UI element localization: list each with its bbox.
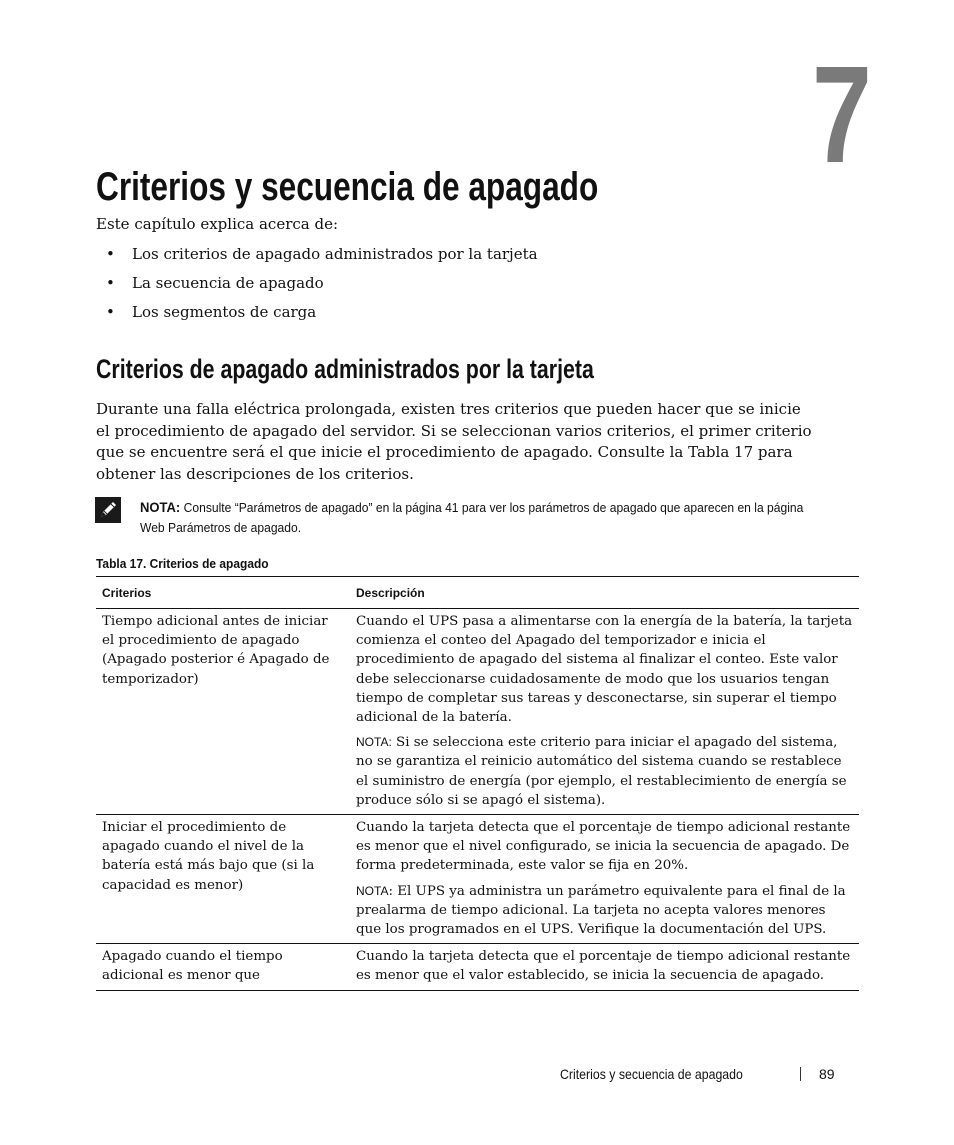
footer-title: Criterios y secuencia de apagado [560, 1066, 743, 1082]
bullet-dot-icon: • [106, 274, 115, 292]
criteria-table [96, 576, 859, 991]
chapter-title: Criterios y secuencia de apagado [96, 165, 599, 209]
pencil-note-icon [94, 496, 122, 524]
column-header-criterios: Criterios [96, 577, 350, 609]
note-body: Consulte “Parámetros de apagado” en la página 41 para ver los parámetros de apagado que aparecen en la página Web Parámetros de apagado. [140, 500, 804, 535]
footer-divider [800, 1067, 801, 1081]
table-row [96, 815, 859, 944]
table-row [96, 609, 859, 815]
list-item: • Los criterios de apagado administrados por la tarjeta [106, 245, 538, 263]
table-header-row [96, 577, 859, 609]
section-paragraph: Durante una falla eléctrica prolongada, existen tres criterios que pueden hacer que se inicie el procedimiento de apagado del servidor. Si se seleccionan varios criterios, el primer criterio que se encuentre será el que inicie el procedimiento de apagado. Consulte la Tabla 17 para obtener las descripciones de los criterios. [96, 400, 812, 483]
bullet-list [96, 244, 538, 331]
description-cell: Cuando la tarjeta detecta que el porcentaje de tiempo adicional restante es menor que el valor establecido, se inicia la secuencia de apagado. [350, 944, 859, 990]
cell-note: NOTA: El UPS ya administra un parámetro equivalente para el final de la prealarma de tiempo adicional. La tarjeta no acepta valores menores que los programados en el UPS. Verifique la documentación del UPS. [356, 883, 846, 938]
note-text [140, 498, 810, 537]
note-label: NOTA: [140, 499, 181, 515]
description-cell: Cuando el UPS pasa a alimentarse con la energía de la batería, la tarjeta comienza el conteo del Apagado del temporizador e inicia el procedimiento de apagado del sistema al finalizar el conteo. Este valor debe seleccionarse cuidadosamente de modo que los usuarios tengan tiempo de completar sus tareas y desconectarse, sin superar el tiempo adicional de la batería. NOTA: Si se selecciona este criterio para iniciar el apagado del sistema, no se garantiza el reinicio automático del sistema cuando se restablece el suministro de energía (por ejemplo, el restablecimiento de energía se produce sólo si se apagó el sistema). [350, 609, 859, 815]
section-heading: Criterios de apagado administrados por la tarjeta [96, 354, 594, 384]
cell-note: NOTA: Si se selecciona este criterio para iniciar el apagado del sistema, no se garantiza el reinicio automático del sistema cuando se restablece el suministro de energía (por ejemplo, el restablecimiento de energía se produce sólo si se apagó el sistema). [356, 735, 847, 808]
table-row [96, 944, 859, 990]
table-caption: Tabla 17. Criterios de apagado [96, 556, 269, 571]
criterion-cell: Iniciar el procedimiento de apagado cuando el nivel de la batería está más bajo que (si la capacidad es menor) [96, 815, 350, 944]
page-footer [560, 1064, 835, 1084]
description-cell: Cuando la tarjeta detecta que el porcentaje de tiempo adicional restante es menor que el nivel configurado, se inicia la secuencia de apagado. De forma predeterminada, este valor se fija en 20%. NOTA: El UPS ya administra un parámetro equivalente para el final de la prealarma de tiempo adicional. La tarjeta no acepta valores menores que los programados en el UPS. Verifique la documentación del UPS. [350, 815, 859, 944]
bullet-dot-icon: • [106, 245, 115, 263]
list-item: • Los segmentos de carga [106, 303, 317, 321]
column-header-descripcion: Descripción [350, 577, 859, 609]
intro-text: Este capítulo explica acerca de: [96, 215, 339, 233]
criterion-cell: Apagado cuando el tiempo adicional es menor que [96, 944, 350, 990]
bullet-dot-icon: • [106, 303, 115, 321]
list-item: • La secuencia de apagado [106, 274, 324, 292]
chapter-number: 7 [812, 38, 869, 192]
criterion-cell: Tiempo adicional antes de iniciar el procedimiento de apagado (Apagado posterior é Apagado de temporizador) [96, 609, 350, 815]
page-number: 89 [819, 1066, 835, 1082]
